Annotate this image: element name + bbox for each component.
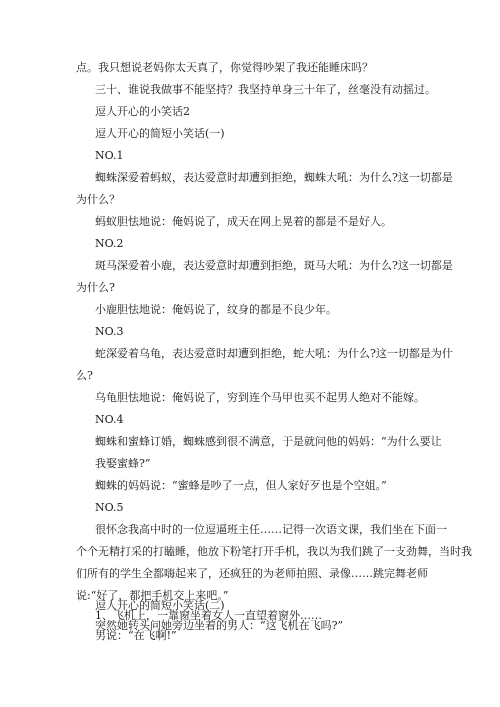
text-line: 为什么？ [76, 193, 120, 206]
text-line: 么? [76, 369, 93, 382]
text-line: 斑马深爱着小鹿，表达爱意时却遭到拒绝，斑马大吼：为什么?这一切都是 [95, 259, 453, 272]
item-number: NO.4 [95, 413, 124, 426]
text-line: 三十、谁说我做事不能坚持？我坚持单身三十年了，丝毫没有动摇过。 [95, 83, 436, 96]
text-line: 蜘蛛的妈妈说：“蜜蜂是吵了一点，但人家好歹也是个空姐。” [95, 479, 387, 492]
item-number: NO.5 [95, 501, 124, 514]
text-line: 蜘蛛深爱着蚂蚁，表达爱意时却遭到拒绝，蜘蛛大吼：为什么?这一切都是 [95, 171, 453, 184]
text-line: 蜘蛛和蜜蜂订婚，蜘蛛感到很不满意，于是就问他的妈妈：“为什么要让 [95, 435, 442, 448]
text-line: 们所有的学生全都嗨起来了，还疯狂的为老师拍照、录像……跳完舞老师 [76, 567, 428, 580]
item-number: NO.1 [95, 149, 124, 162]
text-line: 个个无精打采的打瞌睡，他放下粉笔打开手机，我以为我们跳了一支劲舞，当时我 [76, 545, 472, 558]
text-line: 蛇深爱着乌龟，表达爱意时却遭到拒绝，蛇大吼：为什么?这一切都是为什 [95, 347, 453, 360]
text-line: 男说：“在飞啊!” [95, 629, 177, 642]
text-line: 我娶蜜蜂?” [95, 457, 151, 470]
subsection-heading: 逗人开心的简短小笑话(一) [95, 127, 225, 140]
text-line: 突然她转头问她旁边坐着的男人：“这飞机在飞吗?” [95, 619, 344, 632]
subsection-heading: 逗人开心的简短小笑话(二) [95, 599, 225, 612]
text-line: 乌龟胆怯地说：俺妈说了，穷到连个马甲也买不起男人绝对不能嫁。 [95, 391, 425, 404]
text-line: 1、飞机上，一靠窗坐着女人一直望着窗外…… [95, 609, 322, 622]
item-number: NO.3 [95, 325, 124, 338]
text-line: 说:“好了，都把手机交上来吧。” [76, 589, 229, 602]
text-line: 为什么? [76, 281, 115, 294]
text-line: 点。我只想说老妈你太天真了，你觉得吵架了我还能睡床吗？ [76, 61, 373, 74]
text-line: 很怀念我高中时的一位逗逼班主任……记得一次语文课，我们坐在下面一 [95, 523, 447, 536]
item-number: NO.2 [95, 237, 124, 250]
text-line: 小鹿胆怯地说：俺妈说了，纹身的都是不良少年。 [95, 303, 337, 316]
section-heading: 逗人开心的小笑话2 [95, 105, 190, 118]
text-line: 蚂蚁胆怯地说：俺妈说了，成天在网上晃着的都是不是好人。 [95, 215, 392, 228]
